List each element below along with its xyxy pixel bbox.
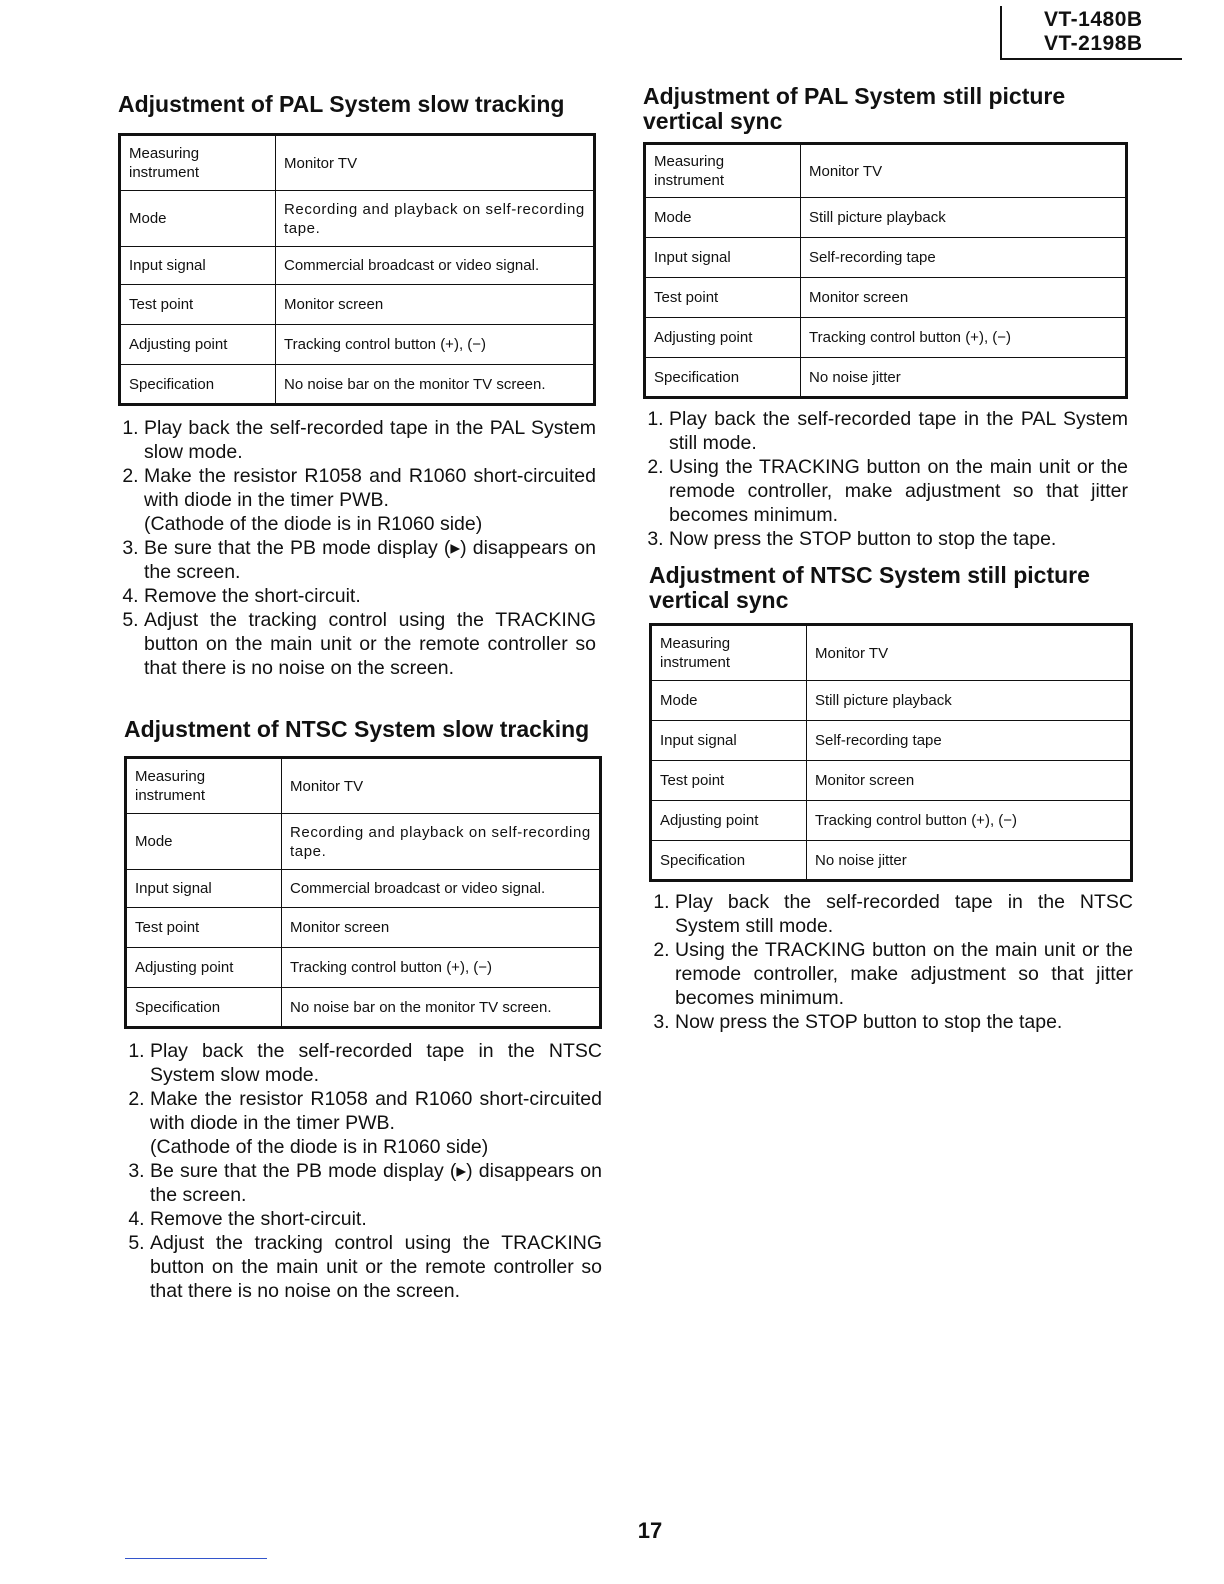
row-label: Specification <box>651 841 807 881</box>
step-item <box>150 1087 602 1159</box>
row-value: No noise jitter <box>801 358 1127 398</box>
section-title: Adjustment of NTSC System still picture vertical sync <box>649 562 1090 613</box>
table-row <box>645 198 1127 238</box>
row-value: Monitor screen <box>807 761 1132 801</box>
model-number-1: VT-1480B <box>1044 8 1143 31</box>
step-item <box>675 938 1133 1010</box>
row-label: Adjusting point <box>126 948 282 988</box>
row-value: Monitor TV <box>282 758 601 814</box>
step-item <box>669 407 1128 455</box>
step-item <box>150 1159 602 1207</box>
row-label: Test point <box>120 285 276 325</box>
row-label: Test point <box>645 278 801 318</box>
row-value: Monitor TV <box>276 135 595 191</box>
row-label: Specification <box>126 988 282 1028</box>
table-row <box>651 625 1132 681</box>
row-value: Monitor TV <box>801 144 1127 198</box>
row-label: Adjusting point <box>651 801 807 841</box>
row-label: Adjusting point <box>120 325 276 365</box>
step-text: Play back the self-recorded tape in the NTSC System slow mode. <box>150 1040 602 1086</box>
step-note: (Cathode of the diode is in R1060 side) <box>144 513 483 535</box>
row-value: No noise jitter <box>807 841 1132 881</box>
row-value: Monitor screen <box>282 908 601 948</box>
step-item <box>144 464 596 536</box>
row-value: Still picture playback <box>801 198 1127 238</box>
row-value: Self-recording tape <box>807 721 1132 761</box>
step-item <box>669 527 1128 551</box>
section-title: Adjustment of PAL System still picture vertical sync <box>643 83 1066 134</box>
step-list <box>124 1039 602 1303</box>
table-row <box>120 285 595 325</box>
row-value: No noise bar on the monitor TV screen. <box>282 988 601 1028</box>
row-value: Tracking control button (+), (−) <box>801 318 1127 358</box>
section-title: Adjustment of NTSC System slow tracking <box>124 716 590 742</box>
table-row <box>651 841 1132 881</box>
step-text: Make the resistor R1058 and R1060 short-circuited with diode in the timer PWB. <box>150 1088 602 1134</box>
step-item <box>144 416 596 464</box>
step-list <box>649 890 1133 1034</box>
row-label: Mode <box>651 681 807 721</box>
row-label: Test point <box>126 908 282 948</box>
row-value: Commercial broadcast or video signal. <box>282 870 601 908</box>
row-label: Mode <box>126 814 282 870</box>
step-text: Be sure that the PB mode display (▸) disappears on the screen. <box>144 537 596 583</box>
spec-table <box>124 756 602 1029</box>
row-label: Test point <box>651 761 807 801</box>
step-list <box>643 407 1128 551</box>
step-text: Remove the short-circuit. <box>150 1208 367 1230</box>
step-item <box>150 1039 602 1087</box>
row-label: Input signal <box>120 247 276 285</box>
row-label: Input signal <box>126 870 282 908</box>
step-item <box>669 455 1128 527</box>
spec-table <box>649 623 1133 882</box>
table-row <box>120 135 595 191</box>
table-row <box>120 365 595 405</box>
row-label: Specification <box>120 365 276 405</box>
table-row <box>120 247 595 285</box>
table-row <box>126 870 601 908</box>
row-value: Monitor TV <box>807 625 1132 681</box>
row-value: No noise bar on the monitor TV screen. <box>276 365 595 405</box>
step-text: Play back the self-recorded tape in the PAL System still mode. <box>669 408 1128 454</box>
section-pal-slow-tracking <box>118 92 596 680</box>
step-text: Play back the self-recorded tape in the NTSC System still mode. <box>675 891 1133 937</box>
footer-divider <box>125 1558 267 1559</box>
row-value: Recording and playback on self-recording tape. <box>282 814 601 870</box>
step-text: Play back the self-recorded tape in the PAL System slow mode. <box>144 417 596 463</box>
step-item <box>675 1010 1133 1034</box>
row-label: Measuring instrument <box>126 758 282 814</box>
table-row <box>645 144 1127 198</box>
table-row <box>645 278 1127 318</box>
step-text: Remove the short-circuit. <box>144 585 361 607</box>
row-value: Tracking control button (+), (−) <box>282 948 601 988</box>
step-text: Now press the STOP button to stop the tape. <box>669 528 1057 550</box>
step-item <box>675 890 1133 938</box>
step-text: Using the TRACKING button on the main unit or the remode controller, make adjustment so that jitter becomes minimum. <box>675 939 1133 1009</box>
table-row <box>651 801 1132 841</box>
model-number-box <box>1000 6 1182 60</box>
row-value: Tracking control button (+), (−) <box>807 801 1132 841</box>
step-item <box>144 584 596 608</box>
row-value: Monitor screen <box>801 278 1127 318</box>
row-label: Measuring instrument <box>645 144 801 198</box>
row-label: Input signal <box>651 721 807 761</box>
table-row <box>651 721 1132 761</box>
row-label: Mode <box>120 191 276 247</box>
step-text: Using the TRACKING button on the main unit or the remode controller, make adjustment so that jitter becomes minimum. <box>669 456 1128 526</box>
step-text: Now press the STOP button to stop the tape. <box>675 1011 1063 1033</box>
row-value: Tracking control button (+), (−) <box>276 325 595 365</box>
row-label: Measuring instrument <box>120 135 276 191</box>
section-ntsc-still-vertical-sync <box>649 563 1133 1034</box>
table-row <box>126 948 601 988</box>
row-value: Monitor screen <box>276 285 595 325</box>
step-text: Adjust the tracking control using the TRACKING button on the main unit or the remote controller so that there is no noise on the screen. <box>144 609 596 679</box>
section-title: Adjustment of PAL System slow tracking <box>118 91 565 117</box>
table-row <box>120 191 595 247</box>
row-value: Self-recording tape <box>801 238 1127 278</box>
row-label: Specification <box>645 358 801 398</box>
step-item <box>150 1207 602 1231</box>
table-row <box>645 358 1127 398</box>
row-value: Recording and playback on self-recording tape. <box>276 191 595 247</box>
table-row <box>645 238 1127 278</box>
table-row <box>651 761 1132 801</box>
model-number-2: VT-2198B <box>1044 32 1143 55</box>
row-label: Input signal <box>645 238 801 278</box>
row-value: Commercial broadcast or video signal. <box>276 247 595 285</box>
row-label: Measuring instrument <box>651 625 807 681</box>
step-note: (Cathode of the diode is in R1060 side) <box>150 1136 489 1158</box>
table-row <box>126 908 601 948</box>
table-row <box>651 681 1132 721</box>
page-number: 17 <box>637 1518 663 1543</box>
section-ntsc-slow-tracking <box>124 717 602 1303</box>
table-row <box>120 325 595 365</box>
spec-table <box>643 142 1128 399</box>
step-text: Be sure that the PB mode display (▸) disappears on the screen. <box>150 1160 602 1206</box>
spec-table <box>118 133 596 406</box>
section-pal-still-vertical-sync <box>643 84 1128 551</box>
row-value: Still picture playback <box>807 681 1132 721</box>
table-row <box>126 758 601 814</box>
table-row <box>645 318 1127 358</box>
table-row <box>126 988 601 1028</box>
table-row <box>126 814 601 870</box>
row-label: Mode <box>645 198 801 238</box>
row-label: Adjusting point <box>645 318 801 358</box>
step-text: Adjust the tracking control using the TRACKING button on the main unit or the remote controller so that there is no noise on the screen. <box>150 1232 602 1302</box>
step-item <box>144 608 596 680</box>
step-item <box>144 536 596 584</box>
step-list <box>118 416 596 680</box>
step-item <box>150 1231 602 1303</box>
step-text: Make the resistor R1058 and R1060 short-circuited with diode in the timer PWB. <box>144 465 596 511</box>
